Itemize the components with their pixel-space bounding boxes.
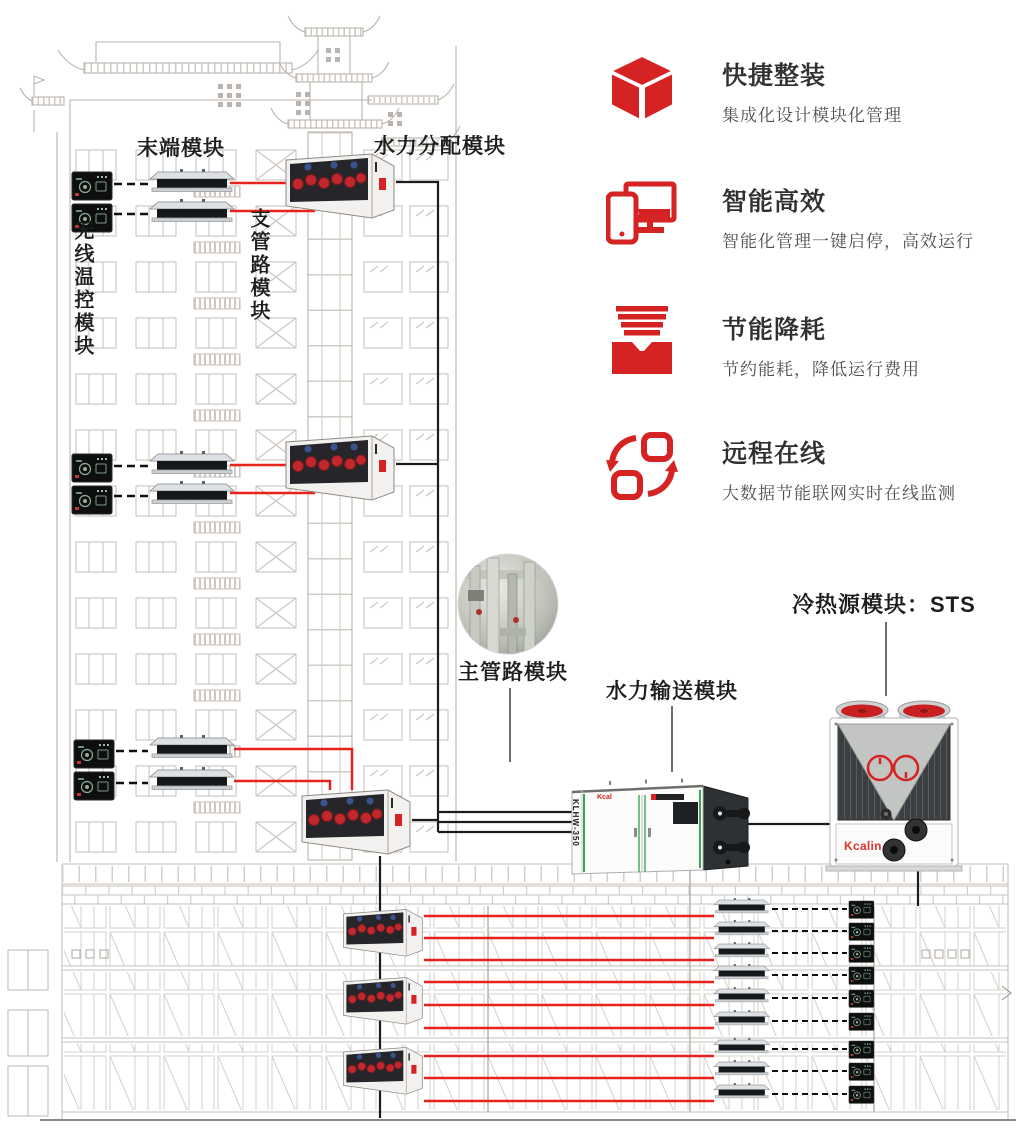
label-heat-source-module: 冷热源模块：STS	[792, 592, 976, 617]
main-pipe-photo	[458, 554, 558, 656]
feature-title: 远程在线	[722, 440, 827, 468]
feature-subtitle: 大数据节能联网实时在线监测	[722, 484, 956, 503]
label-distribution-module: 水力分配模块	[374, 135, 506, 158]
terminal-group-1	[72, 154, 394, 232]
cube-icon	[606, 52, 678, 124]
chiller-fans	[836, 701, 950, 720]
ahu-brand-text: Kcal	[597, 794, 612, 801]
feature-smart-efficient	[606, 178, 974, 252]
label-terminal-module: 末端模块	[137, 137, 225, 160]
energy-saving-icon	[606, 306, 678, 378]
terminal-group-3	[74, 735, 410, 854]
hydraulic-transport-unit	[572, 779, 750, 875]
feature-quick-assembly	[606, 52, 902, 126]
label-branch-pipe-module: 支管路模块	[247, 208, 269, 323]
label-wireless-thermostat-module: 无线温控模块	[71, 220, 93, 358]
feature-subtitle: 集成化设计模块化管理	[722, 106, 902, 125]
remote-sync-icon	[606, 430, 678, 502]
feature-title: 快捷整装	[722, 62, 827, 90]
label-main-pipe-module: 主管路模块	[458, 661, 568, 684]
chiller-brand-text: Kcalin	[844, 839, 882, 853]
feature-subtitle: 节约能耗，降低运行费用	[722, 360, 920, 379]
ahu-model-text: KLHW-350	[571, 799, 580, 847]
feature-remote-online	[606, 430, 956, 504]
feature-title: 节能降耗	[722, 316, 827, 344]
feature-energy-saving	[606, 306, 920, 380]
label-transport-module: 水力输送模块	[606, 680, 738, 703]
feature-title: 智能高效	[722, 188, 827, 216]
terminal-group-2	[72, 436, 394, 514]
feature-subtitle: 智能化管理一键启停，高效运行	[722, 232, 974, 251]
smart-devices-icon	[606, 178, 678, 250]
